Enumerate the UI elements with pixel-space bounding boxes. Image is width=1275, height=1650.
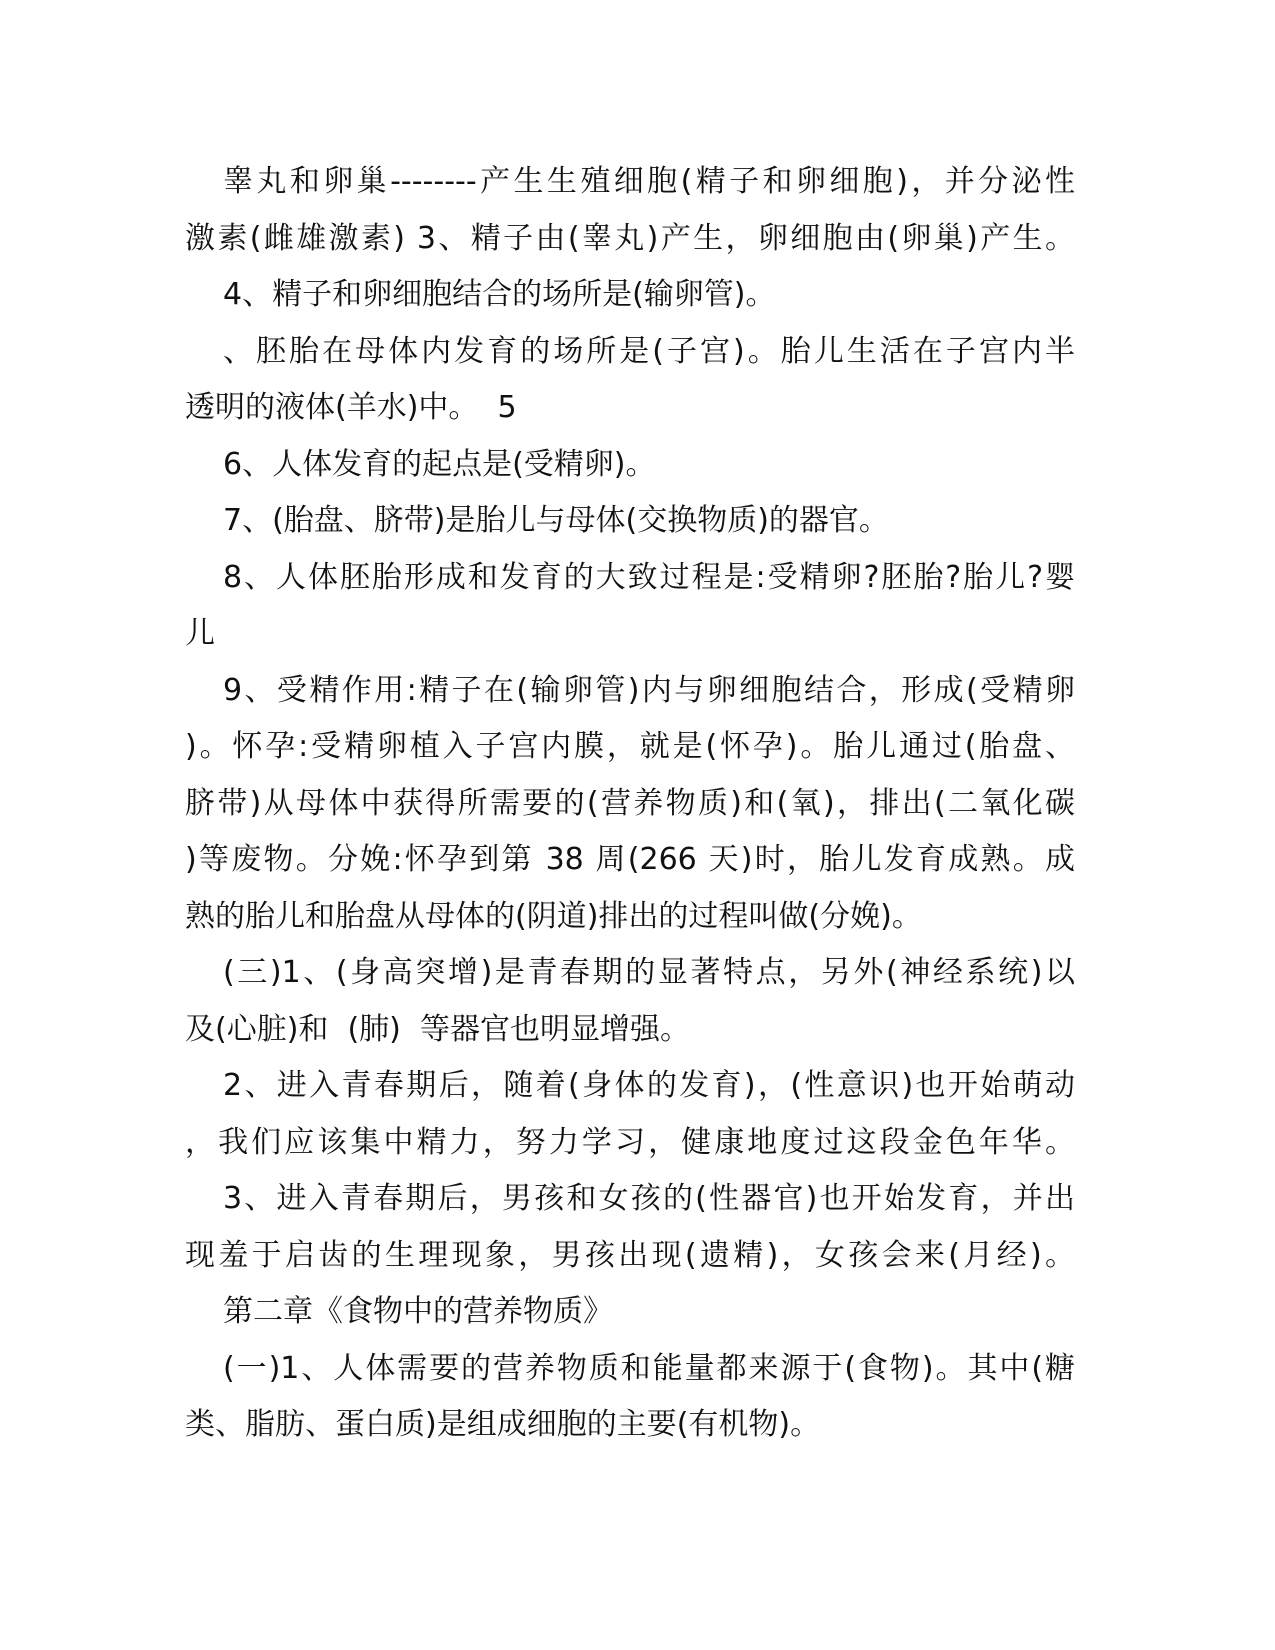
text-line: 及(心脏)和 (肺) 等器官也明显增强。: [185, 1011, 690, 1047]
section-heading: 第二章《食物中的营养物质》: [223, 1294, 613, 1329]
text-line: 现羞于启齿的生理现象，男孩出现(遗精)，女孩会来(月经)。: [185, 1237, 1075, 1273]
text-line: 熟的胎儿和胎盘从母体的(阴道)排出的过程叫做(分娩)。: [185, 898, 922, 934]
text-line: 、胚胎在母体内发育的场所是(子宫)。胎儿生活在子宫内半: [223, 333, 1075, 369]
text-line: 儿: [185, 616, 215, 651]
text-line: 类、脂肪、蛋白质)是组成细胞的主要(有机物)。: [185, 1407, 821, 1442]
text-line: 9、受精作用:精子在(输卵管)内与卵细胞结合，形成(受精卵: [223, 672, 1075, 708]
document-body: [185, 154, 1075, 1454]
text-line: 6、人体发育的起点是(受精卵)。: [223, 446, 656, 482]
text-line: )等废物。分娩:怀孕到第 38 周(266 天)时，胎儿发育成熟。成: [185, 842, 1075, 877]
text-line: 8、人体胚胎形成和发育的大致过程是:受精卵?胚胎?胎儿?婴: [223, 559, 1075, 595]
text-line: 4、精子和卵细胞结合的场所是(输卵管)。: [223, 277, 776, 312]
text-line: (一)1、人体需要的营养物质和能量都来源于(食物)。其中(糖: [223, 1350, 1075, 1386]
text-line: 脐带)从母体中获得所需要的(营养物质)和(氧)，排出(二氧化碳: [185, 785, 1075, 821]
text-line: )。怀孕:受精卵植入子宫内膜，就是(怀孕)。胎儿通过(胎盘、: [185, 729, 1075, 764]
text-line: (三)1、(身高突增)是青春期的显著特点，另外(神经系统)以: [223, 955, 1075, 990]
text-line: 透明的液体(羊水)中。 5: [185, 390, 517, 425]
text-line: 3、进入青春期后，男孩和女孩的(性器官)也开始发育，并出: [223, 1181, 1075, 1216]
text-line: 睾丸和卵巢--------产生生殖细胞(精子和卵细胞)，并分泌性: [223, 164, 1075, 199]
text-line: 激素(雌雄激素) 3、精子由(睾丸)产生，卵细胞由(卵巢)产生。: [185, 220, 1075, 256]
text-line: ，我们应该集中精力，努力学习，健康地度过这段金色年华。: [185, 1124, 1075, 1160]
text-line: 2、进入青春期后，随着(身体的发育)，(性意识)也开始萌动: [223, 1068, 1075, 1103]
text-line: 7、(胎盘、脐带)是胎儿与母体(交换物质)的器官。: [223, 503, 889, 538]
